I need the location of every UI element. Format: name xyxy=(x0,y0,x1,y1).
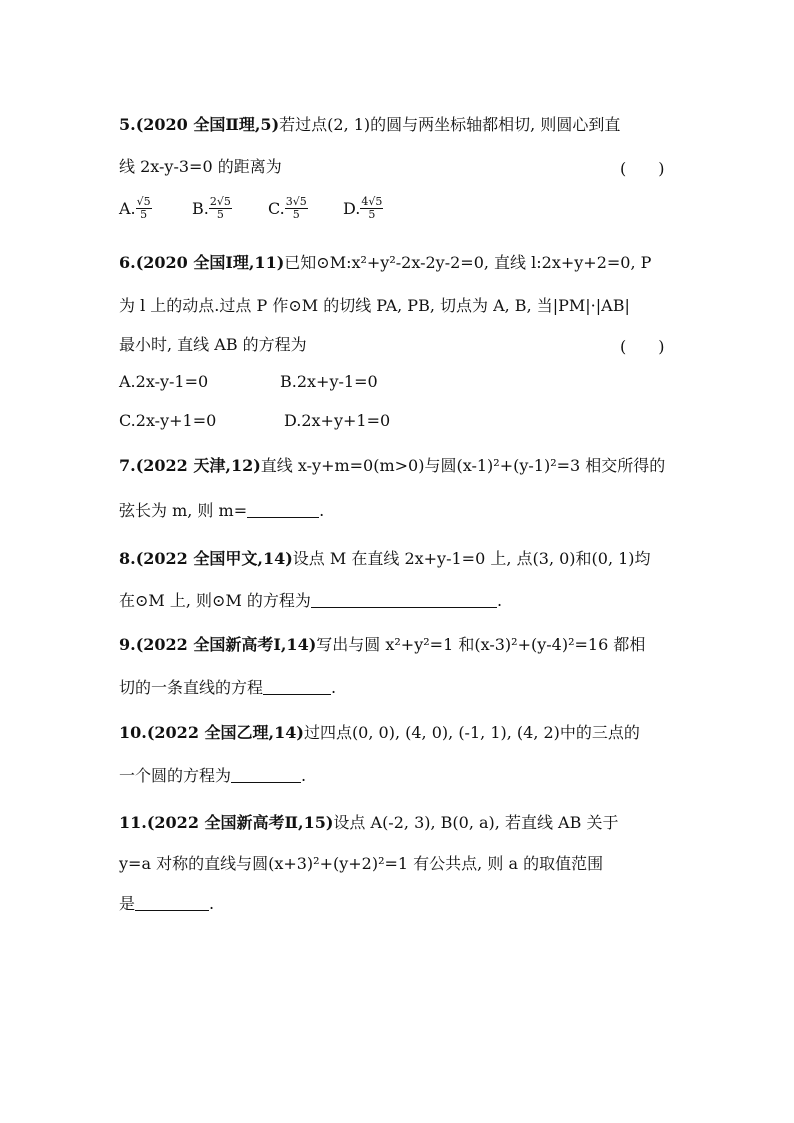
q9-number: 9. xyxy=(119,635,136,654)
q8-source: (2022 全国甲文,14) xyxy=(135,549,293,568)
q6-option-d: D.2x+y+1=0 xyxy=(284,411,391,430)
q8-text1: 设点 M 在直线 2x+y-1=0 上, 点(3, 0)和(0, 1)均 xyxy=(292,549,651,568)
q6-text1: 已知⊙M:x²+y²-2x-2y-2=0, 直线 l:2x+y+2=0, P xyxy=(284,253,652,272)
q6-text3: 最小时, 直线 AB 的方程为 xyxy=(119,335,307,354)
q11-line3 xyxy=(119,893,214,915)
q11-answer-blank[interactable] xyxy=(135,894,209,911)
q11-line1 xyxy=(119,812,618,834)
q9-line1 xyxy=(119,634,645,656)
q8-answer-blank[interactable] xyxy=(311,591,497,608)
q11-text3: 是 xyxy=(119,894,136,913)
q7-text1: 直线 x-y+m=0(m>0)与圆(x-1)²+(y-1)²=3 相交所得的 xyxy=(260,456,666,475)
q10-end: . xyxy=(301,766,307,785)
q10-answer-blank[interactable] xyxy=(231,766,301,783)
q5-option-d xyxy=(343,196,383,221)
q7-end: . xyxy=(319,501,325,520)
q7-line1 xyxy=(119,455,665,477)
q10-source: (2022 全国乙理,14) xyxy=(146,723,304,742)
q6-text2: 为 l 上的动点.过点 P 作⊙M 的切线 PA, PB, 切点为 A, B, 当|PM|·|AB| xyxy=(119,296,630,315)
q7-line2 xyxy=(119,500,324,522)
q5-line1 xyxy=(119,114,620,136)
q9-answer-blank[interactable] xyxy=(263,678,331,695)
q7-text2: 弦长为 m, 则 m= xyxy=(119,501,248,520)
fraction-denominator: 5 xyxy=(368,208,376,221)
q5-text2: 线 2x-y-3=0 的距离为 xyxy=(119,157,282,176)
q6-line2 xyxy=(119,295,630,317)
q6-number: 6. xyxy=(119,253,136,272)
q6-line3 xyxy=(119,334,307,356)
q5-answer-bracket: ( ) xyxy=(620,159,665,178)
q8-line2 xyxy=(119,590,502,612)
q6-option-a: A.2x-y-1=0 xyxy=(119,372,209,391)
option-letter: D. xyxy=(343,199,361,218)
q6-line1 xyxy=(119,252,651,274)
q11-source: (2022 全国新高考Ⅱ,15) xyxy=(146,813,334,832)
fraction xyxy=(360,196,383,221)
q8-end: . xyxy=(496,591,503,610)
fraction-numerator: √5 xyxy=(136,195,151,208)
fraction xyxy=(136,196,152,221)
fraction-numerator: 2√5 xyxy=(209,195,231,208)
q10-line1 xyxy=(119,722,640,744)
q10-text1: 过四点(0, 0), (4, 0), (-1, 1), (4, 2)中的三点的 xyxy=(303,723,640,742)
q5-text1: 若过点(2, 1)的圆与两坐标轴都相切, 则圆心到直 xyxy=(279,115,621,134)
q6-option-c: C.2x-y+1=0 xyxy=(119,411,217,430)
q10-text2: 一个圆的方程为 xyxy=(119,766,232,785)
q11-text2: y=a 对称的直线与圆(x+3)²+(y+2)²=1 有公共点, 则 a 的取值范围 xyxy=(119,854,604,873)
option-letter: A. xyxy=(119,199,136,218)
fraction-denominator: 5 xyxy=(216,208,224,221)
fraction-denominator: 5 xyxy=(292,208,300,221)
fraction-denominator: 5 xyxy=(140,208,148,221)
fraction xyxy=(285,196,308,221)
q9-text1: 写出与圆 x²+y²=1 和(x-3)²+(y-4)²=16 都相 xyxy=(316,635,646,654)
q11-end: . xyxy=(209,894,215,913)
fraction-numerator: 4√5 xyxy=(361,195,383,208)
q6-option-b: B.2x+y-1=0 xyxy=(280,372,378,391)
q7-answer-blank[interactable] xyxy=(247,501,319,518)
q10-number: 10. xyxy=(119,723,147,742)
q5-source: (2020 全国Ⅱ理,5) xyxy=(135,115,280,134)
q6-answer-bracket: ( ) xyxy=(620,337,665,356)
q7-source: (2022 天津,12) xyxy=(135,456,261,475)
fraction-numerator: 3√5 xyxy=(285,195,307,208)
q9-end: . xyxy=(331,678,337,697)
q10-line2 xyxy=(119,765,306,787)
option-letter: B. xyxy=(192,199,209,218)
q11-text1: 设点 A(-2, 3), B(0, a), 若直线 AB 关于 xyxy=(333,813,619,832)
q5-option-c xyxy=(268,196,308,221)
q9-line2 xyxy=(119,677,336,699)
fraction xyxy=(209,196,232,221)
q8-line1 xyxy=(119,548,651,570)
q6-source: (2020 全国Ⅰ理,11) xyxy=(135,253,285,272)
q9-source: (2022 全国新高考Ⅰ,14) xyxy=(135,635,317,654)
q5-number: 5. xyxy=(119,115,136,134)
q7-number: 7. xyxy=(119,456,136,475)
q8-number: 8. xyxy=(119,549,136,568)
q8-text2: 在⊙M 上, 则⊙M 的方程为 xyxy=(119,591,311,610)
q9-text2: 切的一条直线的方程 xyxy=(119,678,264,697)
q5-line2 xyxy=(119,156,282,178)
q11-number: 11. xyxy=(119,813,147,832)
option-letter: C. xyxy=(268,199,285,218)
q11-line2 xyxy=(119,853,603,875)
q5-option-b xyxy=(192,196,232,221)
q5-option-a xyxy=(119,196,152,221)
